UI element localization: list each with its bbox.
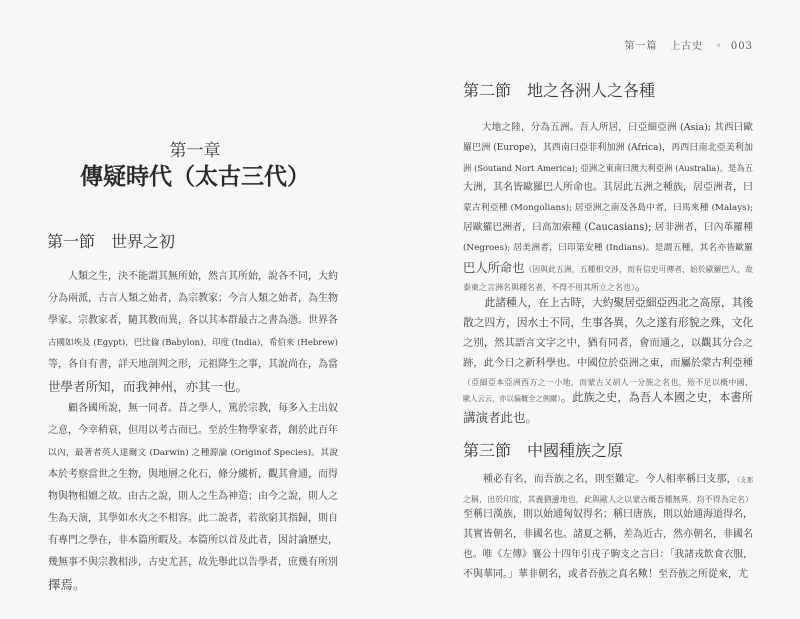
body-text: 之意，今幸稍衰，但用以考古而已。至於生物學家者，創於此百年 (48, 425, 338, 436)
chapter-number: 第一章 (169, 141, 221, 161)
text-line (463, 178, 753, 198)
text-line (463, 198, 753, 218)
body-text: 至稱曰漢族，則以始通匈奴得名；稱曰唐族，則以始通海道得名， (463, 509, 753, 520)
body-text: 古國如埃及 (Egypt)，巴比倫 (Babylon)，印度 (India)，希伯來 (Hebrew) (48, 338, 338, 348)
text-line (463, 313, 753, 333)
text-line (463, 118, 753, 138)
section-number: 第三節 (463, 441, 512, 460)
right-page (400, 0, 800, 619)
body-text: 擇焉。 (48, 577, 86, 592)
body-text: 散之四方，因水土不同，生事各異，久之遂有形貌之殊，文化 (463, 316, 754, 329)
text-line (463, 218, 753, 238)
page-number: 003 (730, 41, 753, 52)
body-text: 生為天演，其學如水火之不相容。此二說者，若欲窮其指歸，則自 (48, 513, 338, 524)
text-line (463, 278, 753, 293)
body-text: 人類之生，決不能謂其無所始，然言其所始，說各不同，大約 (68, 271, 338, 282)
annotation-text: （支那 (736, 476, 753, 484)
annotation-text: 歐人云云，亦以偏概全之例爾） (463, 394, 561, 403)
body-text: 之別，然其語言文字之中，猶有同者，會而通之，以觀其分合之 (463, 337, 753, 349)
text-line (463, 238, 753, 258)
paragraph (48, 398, 338, 596)
text-line (48, 288, 338, 310)
chapter-title: 傳疑時代（太古三代） (80, 163, 310, 190)
body-text: 等，各自有書，詳天地剖判之形，元祖降生之事，其說尚在，為當 (48, 359, 338, 370)
body-text: 蒙古利亞種 (Mongolians); 居亞洲之南及各島中者，曰馬來種 (Malays); (463, 203, 753, 213)
section-heading (47, 229, 175, 252)
text-line (48, 354, 338, 376)
section-title: 世界之初 (111, 232, 176, 251)
text-line (463, 408, 753, 428)
body-text: 顧各國所說，無一同者。昔之學人，篤於宗教，每多入主出奴 (68, 403, 338, 414)
body-text: 跡，此今日之新科學也。中國位於亞洲之東，而屬於蒙古利亞種 (463, 357, 753, 369)
text-line (48, 398, 338, 420)
text-line (463, 353, 753, 373)
section-heading (463, 438, 623, 461)
text-line (48, 376, 338, 398)
body-text: 物與物相嬗之故。由古之說，則人之生為神造；由今之說，則人之 (48, 491, 338, 502)
body-text: 幾無事不與宗教相涉，古史尤甚，故先舉此以告學者，庶幾有所別 (48, 557, 338, 568)
body-text: 有專門之學在，非本篇所暇及。本篇所以首及此者，因討論歷史， (48, 535, 338, 546)
section-number: 第一節 (47, 232, 96, 251)
paragraph (463, 118, 753, 293)
text-line (48, 508, 338, 530)
body-text: 也。唯《左傳》襄公十四年引戎子駒支之言曰：「我諸戎飲食衣服， (463, 549, 753, 560)
text-line (463, 565, 753, 585)
text-line (48, 420, 338, 442)
separator: ◦ (715, 41, 723, 52)
section-body (48, 266, 338, 596)
body-text: 洲 (Soutand Nort America); 亞洲之東南曰澳大利亞洲 (Australia)。是為五 (463, 163, 753, 173)
text-line (48, 332, 338, 354)
text-line (463, 258, 753, 278)
text-line (48, 442, 338, 464)
body-text: 以內，最著者英人達爾文 (Darwin) 之種源論 (Originof Species)。其說 (48, 448, 338, 458)
annotation-text: 之稱，出於印度，其義猶邊地也，此與歐人之以蒙古概吾種無異，均不得為定名） (463, 495, 753, 504)
body-text: 羅巴洲 (Europe)，其西南曰亞非利加洲 (Africa)，再西曰南北亞美利加 (463, 143, 753, 153)
body-text: (Negroes); 居美洲者，曰印第安種 (Indians)。是謂五種，其名亦皆歐羅 (463, 243, 753, 253)
body-text: 大地之陸，分為五洲。吾人所居，曰亞細亞洲 (Asia); 其西曰歐 (482, 122, 753, 133)
text-line (48, 574, 338, 596)
text-line (48, 486, 338, 508)
body-text: 講演者此也。 (463, 410, 539, 425)
text-line (463, 333, 753, 353)
body-text: 。 (635, 278, 648, 293)
section-number: 第二節 (463, 81, 512, 100)
text-line (463, 545, 753, 565)
text-line (463, 138, 753, 158)
body-text: 巴人所命也 (463, 261, 525, 275)
body-text: 學家。宗教家者，隨其教而異，各以其本群最古之書為憑。世界各 (48, 315, 338, 326)
body-text: 本於考察當世之生物，與地層之化石，條分縷析，觀其會通，而得 (48, 469, 338, 480)
text-line (463, 490, 753, 505)
body-text: 居歐羅巴洲者，曰高加索種 (Caucasians); 居非洲者，曰內革羅種 (463, 222, 753, 233)
paragraph (463, 470, 753, 585)
body-text: 分為兩派，古言人類之始者，為宗教家；今言人類之始者，為生物 (48, 293, 338, 304)
paragraph (48, 266, 338, 398)
text-line (463, 470, 753, 490)
text-line (463, 525, 753, 545)
annotation-text: （因與此五洲，五種相交涉，而有信史可傳者，始於歐羅巴人，故 (524, 265, 753, 274)
text-line (48, 464, 338, 486)
text-line (463, 388, 753, 408)
body-text: 。此族之史，為吾人本國之史，本書所 (560, 391, 753, 404)
annotation-text: （亞細亞本亞洲西方之一小地，而蒙古又胡人一分族之名也，殆不足以概中國， (463, 378, 753, 387)
text-line (48, 266, 338, 288)
text-line (463, 158, 753, 178)
body-text: 不與華同。」華非朝名，或者吾族之真名歟！至吾族之所從來，尤 (463, 569, 748, 580)
body-text: 大洲，其名皆歐羅巴人所命也。其居此五洲之種族，居亞洲者，曰 (463, 182, 753, 193)
body-text: 種必有名，而吾族之名，則至難定。今人相率稱曰支那， (483, 474, 737, 485)
section-heading (463, 78, 655, 101)
text-line (48, 530, 338, 552)
paragraph (463, 293, 753, 428)
text-line (463, 293, 753, 313)
annotation-text: 泰東之言洲名與種名者，不得不用其所立之名也） (463, 283, 635, 292)
section-body (463, 118, 753, 428)
body-text: 其實皆朝名，非國名也。諸夏之稱，差為近古，然亦朝名，非國名 (463, 529, 753, 540)
section-body (463, 470, 753, 585)
part-title: 上古史 (670, 41, 704, 52)
running-header (625, 37, 753, 52)
text-line (463, 505, 753, 525)
section-title: 地之各洲人之各種 (527, 81, 656, 100)
body-text: 世學者所知，而我神州，亦其一也。 (48, 379, 249, 394)
body-text: 此諸種人，在上古時，大約聚居亞細亞西北之高原，其後 (484, 296, 754, 309)
text-line (463, 373, 753, 388)
text-line (48, 310, 338, 332)
section-title: 中國種族之原 (527, 441, 624, 460)
part-label: 第一篇 (624, 41, 658, 52)
text-line (48, 552, 338, 574)
